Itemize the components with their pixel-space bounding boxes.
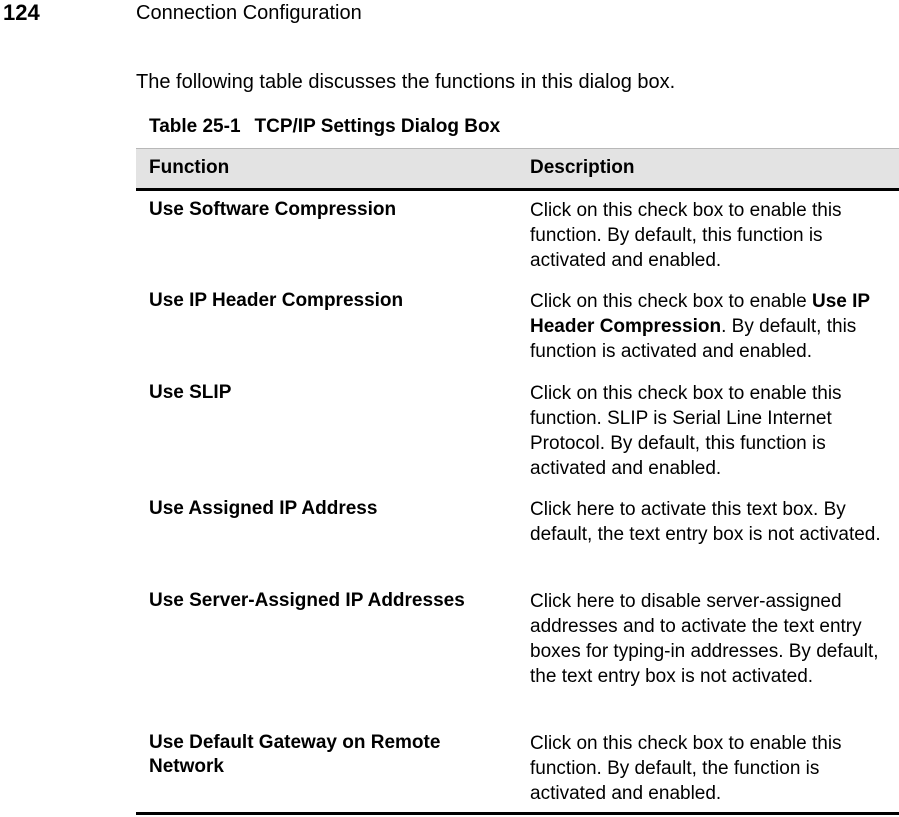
row-description: Click on this check box to enable this function. SLIP is Serial Line Internet Protocol. By default, this function is activated and enabled. <box>530 383 842 479</box>
row-description <box>530 289 890 364</box>
table-caption <box>149 115 500 139</box>
row-description: Click on this check box to enable this function. By default, this function is activated and enabled. <box>530 200 842 271</box>
intro-paragraph: The following table discusses the functions in this dialog box. <box>136 71 676 93</box>
row-function-label: Use SLIP <box>149 382 232 403</box>
table-bottom-rule <box>136 812 899 815</box>
row-function-label: Use Default Gateway on Remote Network <box>149 732 441 777</box>
table-caption-title: TCP/IP Settings Dialog Box <box>254 116 501 137</box>
row-function-label: Use Assigned IP Address <box>149 498 378 519</box>
settings-table <box>136 148 899 804</box>
column-header-description: Description <box>530 157 635 178</box>
table-caption-label: Table 25-1 <box>149 116 241 137</box>
row-function-label: Use Software Compression <box>149 199 397 220</box>
column-header-function: Function <box>149 157 230 178</box>
page-number: 124 <box>3 0 40 25</box>
row-description-emphasis: Use IP Header Compression <box>530 291 870 337</box>
row-function-label: Use IP Header Compression <box>149 290 404 311</box>
row-description-text: Click on this check box to enable <box>530 291 812 312</box>
running-title: Connection Configuration <box>136 2 362 24</box>
row-description: Click here to disable server-assigned addresses and to activate the text entry boxes for typing-in addresses. By default, the text entry box is not activated. <box>530 591 879 687</box>
table-header-row <box>136 148 899 191</box>
row-function-label: Use Server-Assigned IP Addresses <box>149 590 465 611</box>
row-description: Click on this check box to enable this function. By default, the function is activated and enabled. <box>530 733 842 804</box>
row-description-text: . By default, this function is activated and enabled. <box>530 316 857 362</box>
row-description: Click here to activate this text box. By default, the text entry box is not activated. <box>530 499 881 545</box>
